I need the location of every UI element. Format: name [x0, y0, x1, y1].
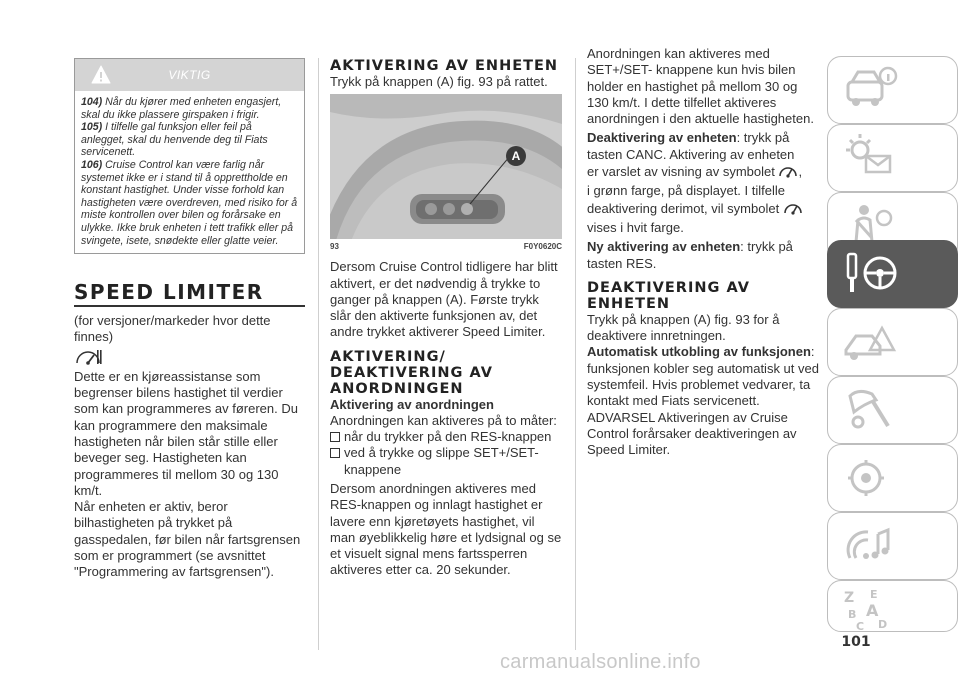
callout-a: A — [506, 146, 526, 166]
paragraph: Dersom Cruise Control tidligere har blitt aktivert, er det nødvendig å trykke to ganger på knappen (A). Første trykk slår den aktiverte funksjonen av, det andre trykket aktiverer Speed Limiter. — [330, 259, 558, 340]
paragraph: Trykk på knappen (A) fig. 93 på rattet. — [330, 74, 548, 89]
paragraph: Anordningen kan aktiveres med SET+/SET- knappene kun hvis bilen holder en hastighet på mellom 30 og 130 km/t. I dette tilfellet aktiveres anordningen i den aktuelle hastigheten. — [587, 46, 814, 127]
warning-item: 104) Når du kjører med enheten engasjert, skal du ikke plassere girspaken i frigir. — [81, 96, 282, 121]
svg-text:D: D — [878, 618, 888, 631]
heading-override: AKTIVERING/ DEAKTIVERING AV ANORDNINGEN — [330, 348, 493, 397]
tab-emergency[interactable] — [827, 308, 958, 376]
svg-text:B: B — [848, 608, 857, 621]
svg-text:E: E — [870, 588, 878, 601]
list-item: når du trykker på den RES-knappen — [330, 429, 562, 445]
paragraph-reactivation: Ny aktivering av enheten: trykk på tasten RES. — [587, 239, 793, 271]
page-number: 101 — [841, 634, 871, 650]
figure-caption — [330, 242, 562, 251]
column-divider — [575, 58, 576, 650]
subheading: Aktivering av anordningen — [330, 396, 494, 412]
list-item: ved å trykke og slippe SET+/SET- knappene — [330, 445, 562, 478]
heading-activation: AKTIVERING AV ENHETEN — [330, 58, 559, 74]
speed-limiter-symbol-icon — [783, 200, 803, 220]
svg-text:Z: Z — [844, 590, 855, 606]
paragraph: Anordningen kan aktiveres på to måter: — [330, 412, 557, 428]
section-title: SPEED LIMITER — [74, 280, 264, 305]
tab-multimedia[interactable] — [827, 512, 958, 580]
tab-index[interactable] — [827, 580, 958, 632]
svg-text:C: C — [856, 620, 865, 632]
checkbox-bullet-icon — [330, 432, 340, 442]
title-rule — [74, 305, 305, 307]
paragraph: Når enheten er aktiv, beror bilhastigheten på trykket på gasspedalen, før bilen når fartsgrensen som er programmert (se avsnittet "Programmering av fartsgrensen"). — [74, 499, 301, 580]
footer-watermark: carmanualsonline.info — [500, 651, 701, 673]
paragraph-auto: Automatisk utkobling av funksjonen: funksjonen kobler seg automatisk ut ved systemfeil. Hvis problemet vedvarer, ta kontakt med Fiats servicenett. — [587, 344, 819, 409]
steering-wheel-illustration — [330, 94, 562, 239]
tab-warning-lights[interactable] — [827, 124, 958, 192]
multimedia-icon — [842, 518, 902, 574]
paragraph: Dersom anordningen aktiveres med RES-knappen og innlagt hastighet er lavere enn kjøretøyets hastighet, vil man øyeblikkelig høre et lydsignal og se et visuelt signal mens fartssperren aktiveres etter ca. 20 sekunder. — [330, 480, 562, 578]
warning-title: VIKTIG — [168, 68, 211, 82]
column-divider — [318, 58, 319, 650]
speed-limiter-symbol-icon — [778, 163, 798, 183]
intro-text: (for versjoner/markeder hvor dette finnes) — [74, 313, 271, 345]
warning-item: 105) I tilfelle gal funksjon eller feil på anlegget, skal du henvende deg til Fiats servicenett. — [81, 121, 268, 159]
paragraph: Dette er en kjøreassistanse som begrenser bilens hastighet til verdier som kan programmeres av føreren. Du kan programmere den maksimale hastigheten når bilen står stille eller beveger seg. Hastigheten kan programmeres til mellom 30 og 130 km/t. — [74, 368, 298, 498]
alphabetical-index-icon — [842, 586, 902, 632]
steering-wheel-figure — [330, 94, 562, 239]
speed-limiter-icon — [74, 348, 305, 368]
figure-number: 93 — [330, 242, 339, 252]
warning-lights-icon — [842, 130, 902, 186]
figure-code: F0Y0620C — [523, 242, 562, 252]
heading-deactivation: DEAKTIVERING AV ENHETEN — [587, 279, 750, 312]
tab-car-info[interactable] — [827, 56, 958, 124]
paragraph: Trykk på knappen (A) fig. 93 for å deaktivere innretningen. — [587, 311, 780, 344]
column-left — [74, 58, 305, 581]
warning-box — [74, 58, 305, 254]
tab-maintenance[interactable] — [827, 376, 958, 444]
tab-technical-data[interactable] — [827, 444, 958, 512]
column-middle — [330, 58, 562, 579]
car-info-icon — [842, 62, 902, 118]
checkbox-bullet-icon — [330, 448, 340, 458]
warning-body — [75, 91, 304, 253]
warning-item: 106) Cruise Control kan være farlig når systemet ikke er i stand til å opprettholde en konstant hastighet. Under visse forhold kan hastigheten være overdreven, med risiko for å miste kontrollen over bilen og forårsake en ulykke. Ikke bruk enheten i tett trafikk eller på svingete, isete, snødekte eller glatte veier. — [81, 158, 298, 247]
maintenance-tools-icon — [842, 382, 902, 438]
accident-icon — [842, 314, 902, 370]
paragraph: ADVARSEL Aktiveringen av Cruise Control forårsaker deaktiveringen av Speed Limiter. — [587, 409, 797, 458]
tab-starting-driving[interactable] — [827, 240, 958, 308]
warning-header — [75, 59, 304, 91]
tech-data-icon — [842, 450, 902, 506]
paragraph-deactivation: Deaktivering av enheten: trykk på tasten CANC. Aktivering av enheten er varslet av visning av symbolet , i grønn farge, på displayet. I tilfelle deaktivering derimot, vil symbolet vises i hvit farge. — [587, 130, 803, 235]
key-steering-wheel-icon — [842, 246, 902, 302]
svg-text:A: A — [866, 601, 879, 620]
column-right — [587, 46, 819, 459]
